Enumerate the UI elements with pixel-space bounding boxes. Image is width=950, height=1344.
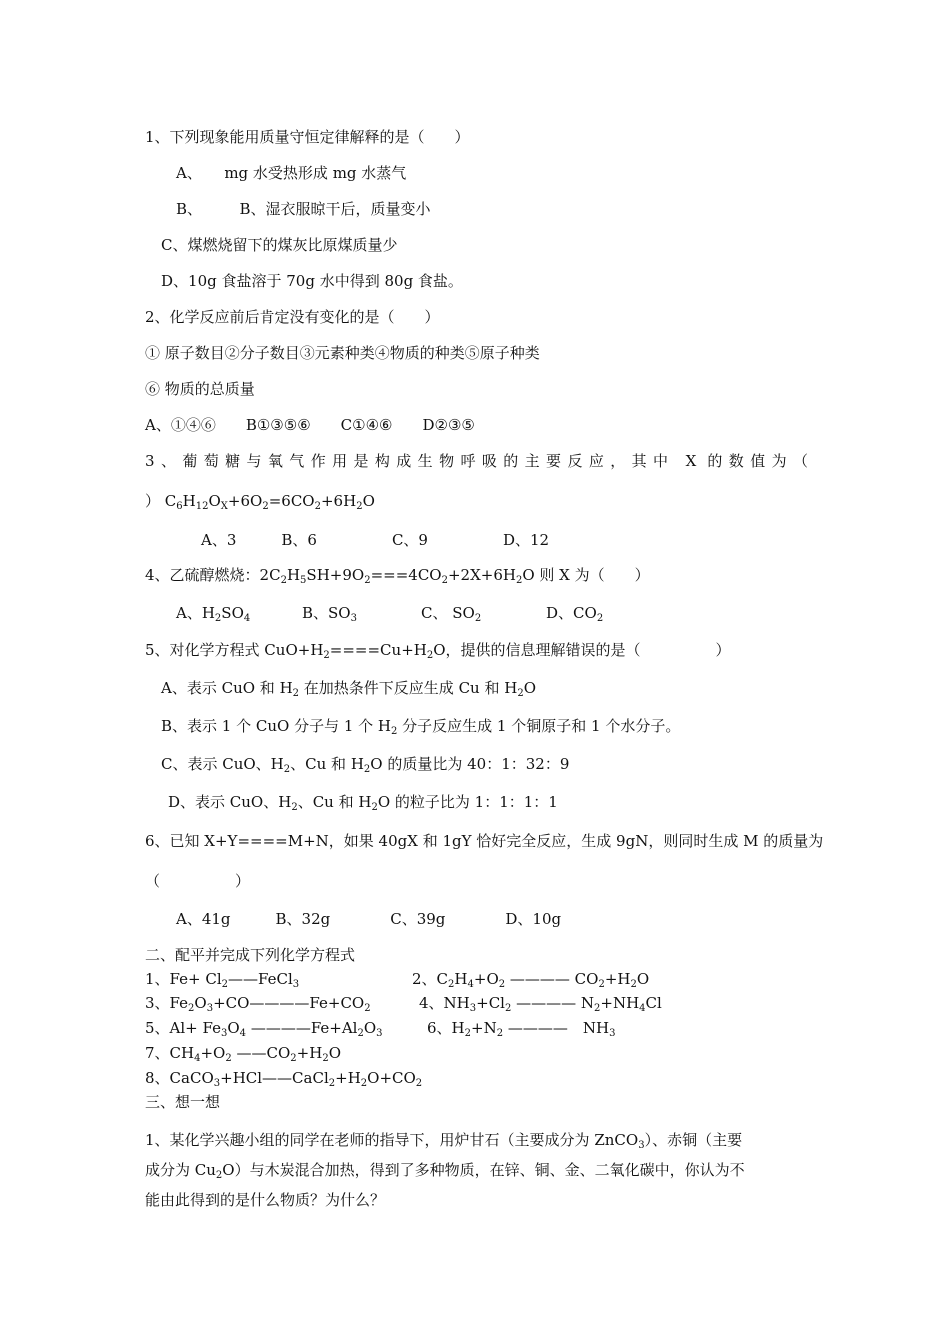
q4-option-a: A、$H_2SO_4$ (176, 604, 251, 624)
section2-eq-8: 8、$CaCO_3+HCl——CaCl_2+H_2O+CO_2$ (145, 1069, 423, 1089)
q3-options: A、3 B、6 C、9 D、12 (201, 531, 550, 549)
section2-eq-3: 3、$Fe_2O_3+CO————Fe+CO_2$ (145, 994, 371, 1014)
q1-option-c: C、煤燃烧留下的煤灰比原煤质量少 (161, 236, 398, 254)
section3-q1-line3: 能由此得到的是什么物质？为什么？ (145, 1191, 386, 1209)
section2-eq-6: 6、$H_2+N_2$ ———— $NH_3$ (427, 1019, 616, 1039)
q5-option-a: A、表示 CuO 和 $H_2$ 在加热条件下反应生成 Cu 和 $H_2O$ (161, 679, 537, 699)
section2-title: 二、配平并完成下列化学方程式 (145, 946, 356, 964)
q4-stem: 4、乙硫醇燃烧：$2C_2H_5SH+9O_2===4CO_2+2X+6H_2O$ 则 X 为（ ） (145, 566, 650, 586)
section2-eq-5: 5、$Al+ Fe_3O_4$ $————Fe+Al_2O_3$ (145, 1019, 383, 1039)
q5-stem: 5、对化学方程式 $CuO+H_2====Cu+H_2O$，提供的信息理解错误的是（ ） (145, 641, 731, 661)
q1-option-b: B、 B、湿衣服晾干后，质量变小 (176, 200, 431, 218)
section3-q1-line1: 1、某化学兴趣小组的同学在老师的指导下，用炉甘石（主要成分为 ZnCO$_3$）、赤铜（主要 (145, 1131, 743, 1151)
q1-option-d: D、10g 食盐溶于 70g 水中得到 80g 食盐。 (161, 272, 463, 290)
section2-eq-1: 1、$Fe+ Cl_2——FeCl_3$ (145, 970, 300, 990)
q1-option-a: A、 mg 水受热形成 mg 水蒸气 (176, 164, 407, 182)
q5-option-d: D、表示 CuO、$H_2$、Cu 和 $H_2O$ 的粒子比为 1：1：1：1 (168, 793, 558, 813)
q2-stem: 2、化学反应前后肯定没有变化的是（ ） (145, 308, 440, 326)
section2-eq-4: 4、$NH_3+Cl_2$ ———— $N_2+NH_4Cl$ (419, 994, 662, 1014)
q2-items-line2: ⑥ 物质的总质量 (145, 380, 255, 398)
q1-stem: 1、下列现象能用质量守恒定律解释的是（ ） (145, 128, 470, 146)
q6-options: A、41g B、32g C、39g D、10g (176, 910, 562, 928)
q3-stem: 3、葡萄糖与氧气作用是构成生物呼吸的主要反应，其中 X 的数值为（ (145, 452, 808, 470)
q2-items-line1: ① 原子数目②分子数目③元素种类④物质的种类⑤原子种类 (145, 344, 540, 362)
q5-option-b: B、表示 1 个 CuO 分子与 1 个 $H_2$ 分子反应生成 1 个铜原子和 1 个水分子。 (161, 717, 681, 737)
q6-paren: （ ） (145, 872, 251, 890)
section2-eq-7: 7、$CH_4+O_2$ $——CO_2+H_2O$ (145, 1044, 341, 1064)
section2-eq-2: 2、$C_2H_4+O_2$ ———— $CO_2+H_2O$ (412, 970, 650, 990)
q4-option-c: C、 $SO_2$ (421, 604, 482, 624)
q4-option-b: B、$SO_3$ (302, 604, 357, 624)
q2-options: A、①④⑥ B①③⑤⑥ C①④⑥ D②③⑤ (145, 416, 475, 434)
q6-stem: 6、已知 X+Y====M+N，如果 40gX 和 1gY 恰好完全反应，生成 9gN，则同时生成 M 的质量为 (145, 832, 824, 850)
q3-equation: ） $C_6H_{12}O_X+6O_2=6CO_2+6H_2O$ (145, 492, 375, 512)
q4-option-d: D、$CO_2$ (546, 604, 604, 624)
section3-title: 三、想一想 (145, 1093, 221, 1111)
section3-q1-line2: 成分为 $Cu_2O$）与木炭混合加热，得到了多种物质，在锌、铜、金、二氧化碳中，你认为不 (145, 1161, 745, 1181)
q5-option-c: C、表示 CuO、$H_2$、Cu 和 $H_2O$ 的质量比为 40：1：32：9 (161, 755, 570, 775)
